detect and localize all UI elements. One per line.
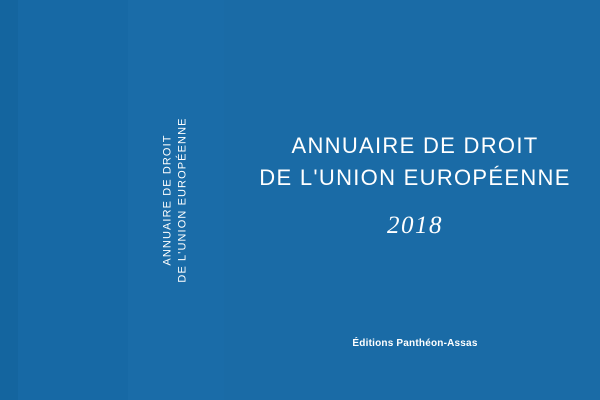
cover-left-edge-band — [0, 0, 18, 400]
title-line-1: ANNUAIRE DE DROIT — [291, 133, 539, 158]
spine-title-line-2: DE L'UNION EUROPÉENNE — [177, 117, 190, 283]
spine-title-block — [128, 0, 224, 400]
title-line-2: DE L'UNION EUROPÉENNE — [259, 165, 571, 190]
publisher-name: Éditions Panthéon-Assas — [352, 338, 478, 349]
edition-year: 2018 — [387, 212, 443, 239]
page-title — [250, 130, 580, 194]
front-cover-text-block — [250, 130, 580, 240]
spine-title-line-1: ANNUAIRE DE DROIT — [162, 134, 175, 266]
